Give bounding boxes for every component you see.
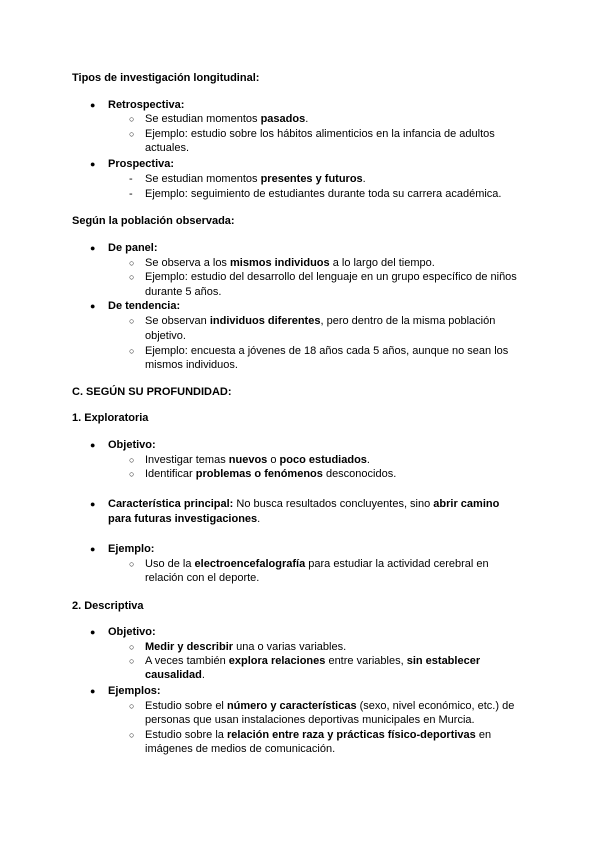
sub-item-continuation: durante 5 años. (145, 286, 222, 298)
sub-item: Ejemplo: estudio del desarrollo del lenguaje en un grupo específico de niños (145, 271, 517, 283)
sub-item: Ejemplo: seguimiento de estudiantes durante toda su carrera académica. (145, 188, 502, 200)
section-heading-longitudinal: Tipos de investigación longitudinal: (72, 72, 260, 84)
item-retrospectiva: Retrospectiva: (108, 99, 185, 111)
sub-item: Uso de la electroencefalografía para estudiar la actividad cerebral en (145, 558, 489, 570)
bullet-icon: ● (90, 100, 96, 110)
circle-bullet-icon: ○ (129, 730, 135, 740)
sub-item: Ejemplo: encuesta a jóvenes de 18 años cada 5 años, aunque no sean los (145, 345, 509, 357)
section-heading-poblacion: Según la población observada: (72, 215, 235, 227)
circle-bullet-icon: ○ (129, 258, 135, 268)
subsection-heading-descriptiva: 2. Descriptiva (72, 600, 144, 612)
bullet-icon: ● (90, 440, 96, 450)
sub-item: Se observan individuos diferentes, pero dentro de la misma población (145, 315, 496, 327)
sub-item: Identificar problemas o fenómenos desconocidos. (145, 468, 397, 480)
item-prospectiva: Prospectiva: (108, 158, 175, 170)
circle-bullet-icon: ○ (129, 559, 135, 569)
sub-item-continuation: personas que usan instalaciones deportivas municipales en Murcia. (145, 714, 475, 726)
item-objetivo: Objetivo: (108, 439, 156, 451)
item-caracteristica: Característica principal: No busca resultados concluyentes, sino abrir camino (108, 498, 500, 510)
sub-item: Medir y describir una o varias variables. (145, 641, 347, 653)
item-de-panel: De panel: (108, 242, 158, 254)
bullet-icon: ● (90, 544, 96, 554)
bullet-icon: ● (90, 243, 96, 253)
item-objetivo: Objetivo: (108, 626, 156, 638)
circle-bullet-icon: ○ (129, 455, 135, 465)
sub-item: Investigar temas nuevos o poco estudiados. (145, 454, 370, 466)
sub-item: Estudio sobre la relación entre raza y prácticas físico-deportivas en (145, 729, 492, 741)
bullet-icon: ● (90, 686, 96, 696)
circle-bullet-icon: ○ (129, 272, 135, 282)
circle-bullet-icon: ○ (129, 129, 135, 139)
circle-bullet-icon: ○ (129, 316, 135, 326)
item-ejemplos: Ejemplos: (108, 685, 161, 697)
sub-item-continuation: mismos individuos. (145, 359, 238, 371)
circle-bullet-icon: ○ (129, 642, 135, 652)
sub-item: Se estudian momentos pasados. (145, 113, 309, 125)
sub-item: Se estudian momentos presentes y futuros. (145, 173, 366, 185)
item-ejemplo: Ejemplo: (108, 543, 155, 555)
bullet-icon: ● (90, 301, 96, 311)
sub-item-continuation: causalidad. (145, 669, 205, 681)
circle-bullet-icon: ○ (129, 701, 135, 711)
item-de-tendencia: De tendencia: (108, 300, 181, 312)
sub-item-continuation: imágenes de medios de comunicación. (145, 743, 336, 755)
circle-bullet-icon: ○ (129, 656, 135, 666)
sub-item: Ejemplo: estudio sobre los hábitos alimenticios en la infancia de adultos (145, 128, 495, 140)
bullet-icon: ● (90, 627, 96, 637)
circle-bullet-icon: ○ (129, 469, 135, 479)
item-caracteristica-continuation: para futuras investigaciones. (108, 513, 261, 525)
dash-bullet-icon: - (129, 188, 133, 200)
dash-bullet-icon: - (129, 173, 133, 185)
sub-item: Se observa a los mismos individuos a lo largo del tiempo. (145, 257, 435, 269)
sub-item-continuation: actuales. (145, 142, 190, 154)
circle-bullet-icon: ○ (129, 114, 135, 124)
subsection-heading-exploratoria: 1. Exploratoria (72, 412, 149, 424)
bullet-icon: ● (90, 499, 96, 509)
sub-item-continuation: objetivo. (145, 330, 186, 342)
sub-item: Estudio sobre el número y características (sexo, nivel económico, etc.) de (145, 700, 515, 712)
circle-bullet-icon: ○ (129, 346, 135, 356)
sub-item-continuation: relación con el deporte. (145, 572, 260, 584)
bullet-icon: ● (90, 159, 96, 169)
sub-item: A veces también explora relaciones entre variables, sin establecer (145, 655, 481, 667)
section-heading-profundidad: C. SEGÚN SU PROFUNDIDAD: (72, 386, 232, 398)
